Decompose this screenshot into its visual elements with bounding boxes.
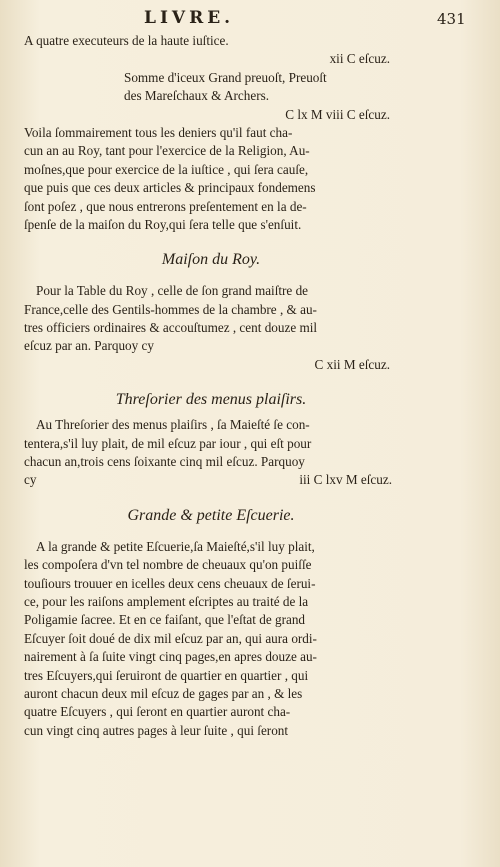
running-head (0, 6, 500, 30)
text-line: France,celle des Gentils-hommes de la chambre , & au- (24, 301, 317, 317)
text-line: moſnes,que pour exercice de la iuſtice , qui ſera cauſe, (24, 161, 309, 177)
text-line: que puis que ces deux articles & principaux fondemens (24, 180, 316, 196)
text-line: Voila ſommairement tous les deniers qu'il faut cha- (24, 124, 293, 140)
cy-label: cy (24, 472, 37, 488)
section-heading-escuerie: Grande & petite Eſcuerie. (127, 506, 295, 524)
amount-row (24, 471, 398, 489)
text-line: auront chacun deux mil eſcuz de gages par an , & les (24, 685, 303, 701)
amount-line: iii C lxv M eſcuz. (299, 472, 392, 488)
running-head-title: LIVRE. (144, 8, 235, 28)
text-line: ce, pour les raiſons amplement eſcriptes au traité de la (24, 593, 309, 609)
text-line: Pour la Table du Roy , celle de ſon grand maiſtre de (36, 283, 309, 299)
text-line: tres officiers ordinaires & accouſtumez , cent douze mil (24, 320, 318, 336)
text-line: Eſcuyer ſoit doué de dix mil eſcuz par an, qui aura ordi- (24, 630, 317, 646)
text-line: ſont poſez , que nous entrerons preſentement en la de- (24, 198, 307, 214)
amount-line: C lx M viii C eſcuz. (285, 106, 390, 122)
section-heading-menus-plaisirs: Threſorier des menus plaiſirs. (115, 391, 307, 409)
text-line: Poligamie ſacree. Et en ce faiſant, que l'eſtat de grand (24, 612, 306, 628)
text-line: tres Eſcuyers,qui ſeruiront de quartier en quartier , qui (24, 667, 309, 683)
text-line: quatre Eſcuyers , qui ſeront en quartier auront cha- (24, 704, 291, 720)
text-line: Au Threſorier des menus plaiſirs , ſa Maieſté ſe con- (36, 417, 310, 433)
text-line: nairement à ſa ſuite vingt cinq pages,en apres douze au- (24, 649, 317, 665)
amount-line: C xii M eſcuz. (314, 356, 390, 372)
page-number: 431 (437, 10, 466, 28)
text-line: chacun an,trois cens ſoixante cinq mil eſcuz. Parquoy (24, 454, 305, 470)
section-heading-maison: Maiſon du Roy. (161, 251, 261, 269)
text-line: cun vingt cinq autres pages à leur ſuite , qui ſeront (24, 722, 289, 738)
text-line: tentera,s'il luy plait, de mil eſcuz par iour , qui eſt pour (24, 435, 312, 451)
text-line: touſiours trouuer en icelles deux cens cheuaux de ſerui- (24, 575, 316, 591)
text-line: ſpenſe de la maiſon du Roy,qui ſera telle que s'enſuit. (24, 216, 302, 232)
amount-line: xii C eſcuz. (329, 51, 390, 67)
text-line: des Mareſchaux & Archers. (124, 88, 270, 104)
page-body (24, 32, 398, 740)
spacer (24, 234, 398, 244)
text-line: A la grande & petite Eſcuerie,ſa Maieſté,s'il luy plait, (36, 538, 315, 554)
text-line: les compoſera d'vn tel nombre de cheuaux qu'on puiſſe (24, 557, 312, 573)
text-line: eſcuz par an. Parquoy cy (24, 338, 154, 354)
text-line: A quatre executeurs de la haute iuſtice. (24, 33, 229, 48)
text-line: cun an au Roy, tant pour l'exercice de la Religion, Au- (24, 143, 310, 159)
text-line: Somme d'iceux Grand preuoſt, Preuoſt (124, 69, 327, 85)
spacer (24, 374, 398, 384)
spacer (24, 490, 398, 500)
